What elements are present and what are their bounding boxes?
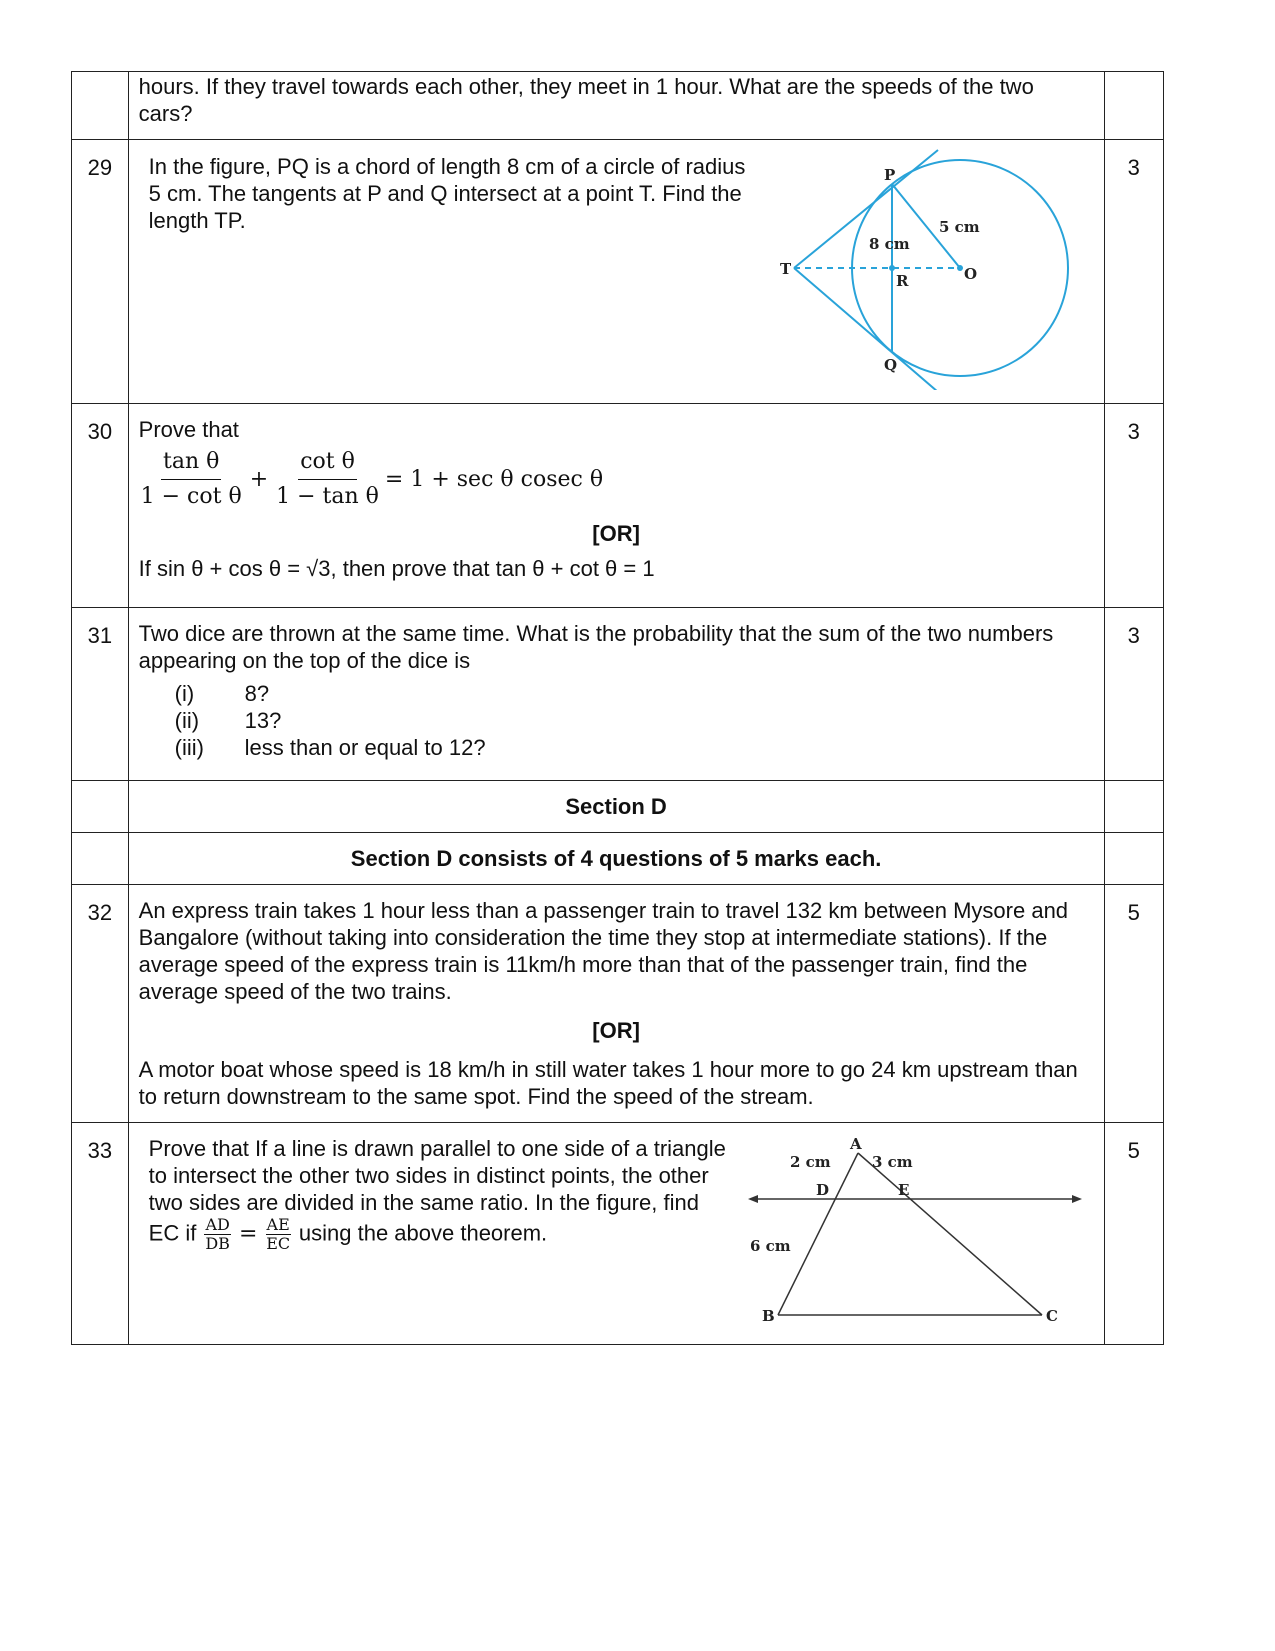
label-radius: 5 cm [938,218,980,236]
circle-tangent-figure [774,140,1074,390]
label-b: B [761,1307,775,1325]
question-28-continuation: hours. If they travel towards each other, they meet in 1 hour. What are the speeds of the two cars? [138,74,1034,126]
question-text [128,404,1104,608]
question-number: 31 [72,608,129,781]
or-separator: [OR] [592,521,640,546]
label-t: T [779,260,791,278]
label-chord-length: 8 cm [868,235,910,253]
fraction-1: $\frac{\text{tan θ}}{\text{1 − cot θ}}$ [140,449,242,509]
table-row [72,608,1164,781]
question-number: 30 [72,404,129,608]
question-text [128,140,1104,404]
question-32-text: An express train takes 1 hour less than a passenger train to travel 132 km between Mysore and Bangalore (without taking into consideration the time they stop at intermediate stations). If the average speed of the express train is 11km/h more than that of the passenger train, find the average speed of the two trains. [138,898,1069,1004]
label-r: R [895,272,908,290]
label-p: P [883,166,895,184]
marks: 5 [1104,1123,1163,1345]
table-row [72,1123,1164,1345]
question-30-intro: Prove that [138,417,239,442]
sub-question: (i) 8? [174,681,270,706]
marks: 5 [1104,885,1163,1123]
label-e: E [897,1181,909,1199]
table-row [72,781,1164,833]
triangle-figure [738,1133,1088,1333]
sub-question: (ii) 13? [174,708,282,733]
table-row [72,885,1164,1123]
marks: 3 [1104,404,1163,608]
label-c: C [1045,1307,1058,1325]
sub-question: (iii) less than or equal to 12? [174,735,486,760]
question-31-text: Two dice are thrown at the same time. What is the probability that the sum of the two numbers appearing on the top of the dice is [138,621,1054,673]
sub-question-list [175,680,1094,761]
question-number: 33 [72,1123,129,1345]
or-separator: [OR] [592,1018,640,1043]
fraction-ad-db: $\frac{AD}{DB}$ [205,1215,230,1253]
table-row [72,72,1164,140]
question-number [72,72,129,140]
section-title: Section D [128,781,1104,833]
question-text [128,608,1104,781]
label-ae-length: 3 cm [871,1153,913,1171]
label-a: A [849,1135,862,1153]
marks: 3 [1104,140,1163,404]
trig-identity-equation: $\frac{\text{tan θ}}{\text{1 − cot θ}}$ + $\frac{\text{cot θ}}{\text{1 − tan θ}}$ = 1 + sec θ cosec θ [140,449,604,509]
label-d: D [815,1181,829,1199]
fraction-ae-ec: $\frac{AE}{EC}$ [266,1215,291,1253]
question-text [128,72,1104,140]
table-row [72,404,1164,608]
question-table [71,71,1164,1345]
section-note: Section D consists of 4 questions of 5 marks each. [128,833,1104,885]
table-row [72,833,1164,885]
question-number: 32 [72,885,129,1123]
label-db-length: 6 cm [749,1237,791,1255]
label-o: O [963,265,977,283]
question-number: 29 [72,140,129,404]
label-ad-length: 2 cm [789,1153,831,1171]
marks: 3 [1104,608,1163,781]
label-q: Q [883,356,897,374]
question-text [128,885,1104,1123]
marks [1104,72,1163,140]
question-29-text: In the figure, PQ is a chord of length 8 cm of a circle of radius 5 cm. The tangents at P and Q intersect at a point T. Find the length TP. [148,154,746,233]
question-32-alternative: A motor boat whose speed is 18 km/h in still water takes 1 hour more to go 24 km upstream than to return downstream to the same spot. Find the speed of the stream. [138,1057,1078,1109]
table-row [72,140,1164,404]
fraction-2: $\frac{\text{cot θ}}{\text{1 − tan θ}}$ [276,449,379,509]
question-33-text: Prove that If a line is drawn parallel to one side of a triangle to intersect the other two sides in distinct points, the other two sides are divided in the same ratio. In the figure, find EC if $\frac{AD}{DB}$ = $\frac{AE}{EC}$ using the above theorem. [148,1136,726,1253]
question-text [128,1123,1104,1345]
question-30-alternative: If sin θ + cos θ = √3, then prove that tan θ + cot θ = 1 [138,556,655,581]
